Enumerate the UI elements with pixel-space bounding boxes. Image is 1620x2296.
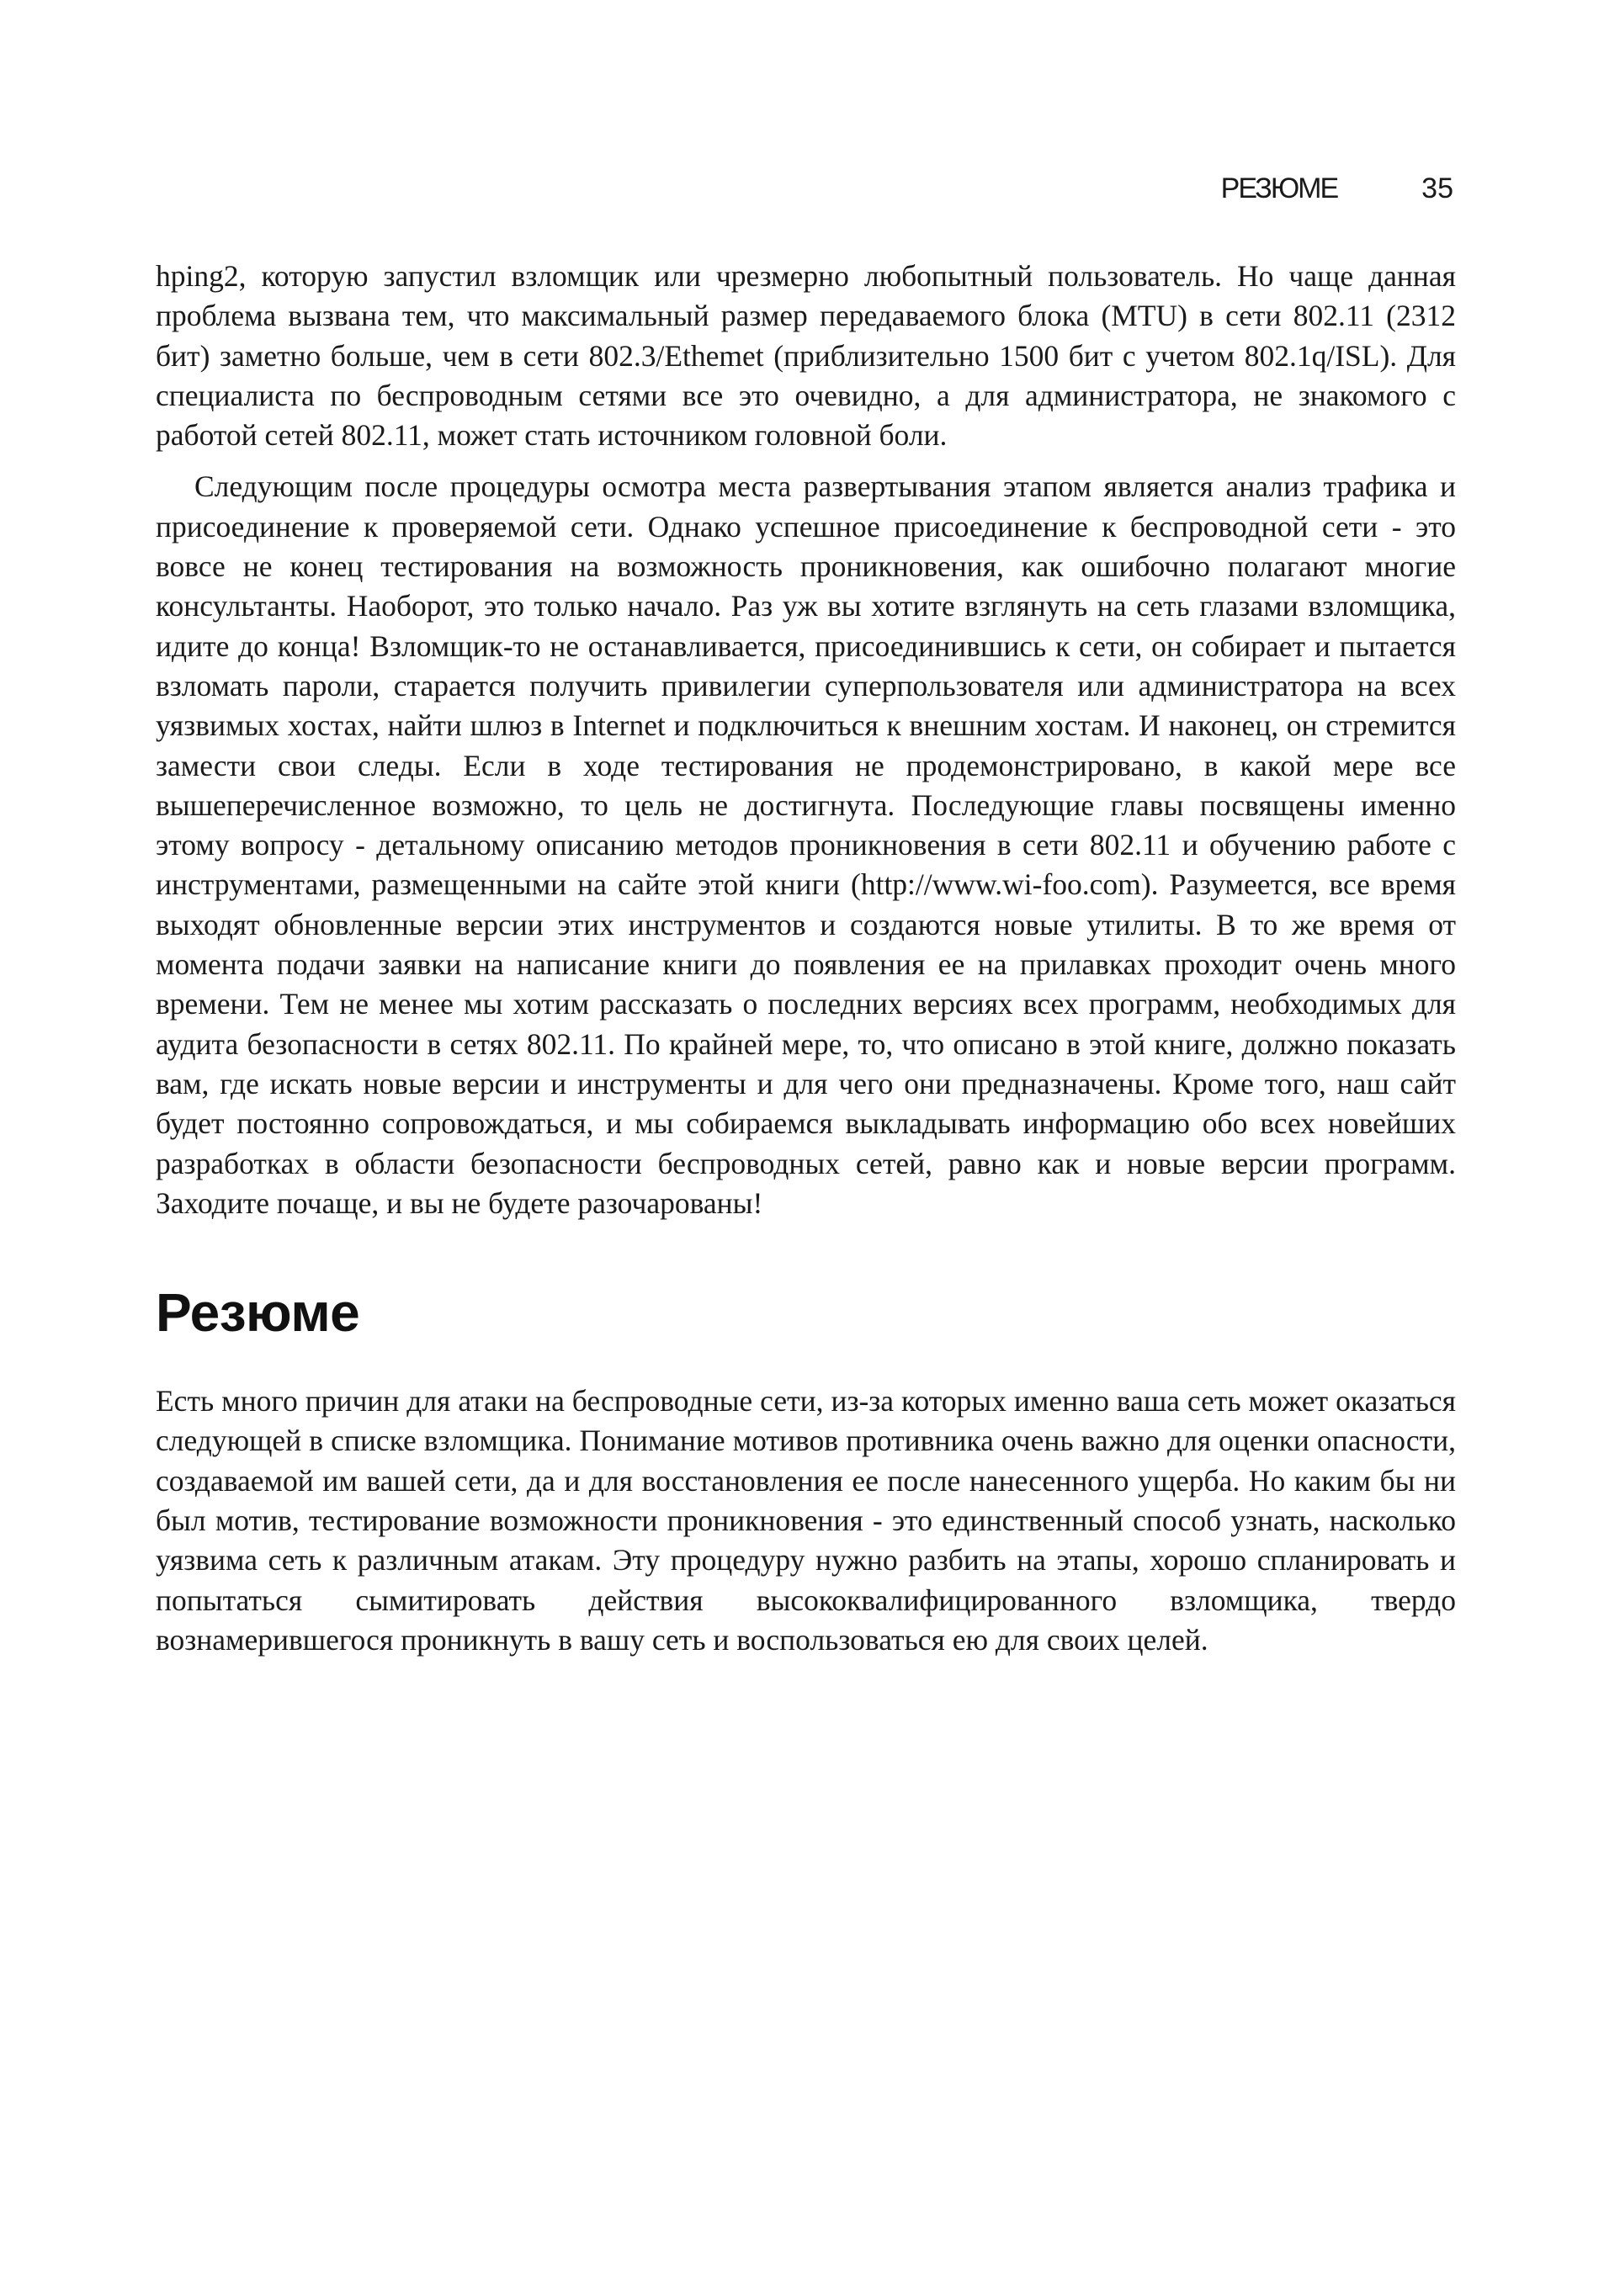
running-head-section: РЕЗЮМЕ bbox=[1220, 172, 1338, 204]
body-paragraph: Следующим после процедуры осмотра места развертывания этапом является анализ трафика и присоединение к проверяемой сети. Однако успешное присоединение к беспроводной сети - это вовсе не конец тестирования на возможность проникновения, как ошибочно полагают многие консультанты. Наоборот, это только начало. Раз уж вы хотите взглянуть на сеть глазами взломщика, идите до конца! Взломщик-то не останавливается, присоединившись к сети, он собирает и пытается взломать пароли, старается получить привилегии суперпользователя или администратора на всех уязвимых хостах, найти шлюз в Internet и подключиться к внешним хостам. И наконец, он стремится замести свои следы. Если в ходе тестирования не продемонстрировано, в какой мере все вышеперечисленное возможно, то цель не достигнута. Последующие главы посвящены именно этому вопросу - детальному описанию методов проникновения в сети 802.11 и обучению работе с инструментами, размещенными на сайте этой книги (http://www.wi-foo.com). Разумеется, все время выходят обновленные версии этих инструментов и создаются новые утилиты. В то же время от момента подачи заявки на написание книги до появления ее на прилавках проходит очень много времени. Тем не менее мы хотим рассказать о последних версиях всех программ, необходимых для аудита безопасности в сетях 802.11. По крайней мере, то, что описано в этой книге, должно показать вам, где искать новые версии и инструменты и для чего они предназначены. Кроме того, наш сайт будет постоянно сопровождаться, и мы собираемся выкладывать информацию обо всех новейших разработках в области безопасности беспроводных сетей, равно как и новые версии программ. Заходите почаще, и вы не будете разочарованы! bbox=[156, 469, 1456, 1220]
running-head bbox=[1221, 172, 1453, 205]
page-content bbox=[156, 257, 1456, 1660]
page-number: 35 bbox=[1421, 172, 1453, 204]
section-heading: Резюме bbox=[156, 1282, 360, 1344]
summary-paragraph: Есть много причин для атаки на беспроводные сети, из-за которых именно ваша сеть может оказаться следующей в списке взломщика. Понимание мотивов противника очень важно для оценки опасности, создаваемой им вашей сети, да и для восстановления ее после нанесенного ущерба. Но каким бы ни был мотив, тестирование возможности проникновения - это единственный способ узнать, насколько уязвима сеть к различным атакам. Эту процедуру нужно разбить на этапы, хорошо спланировать и попытаться сымитировать действия высококвалифицированного взломщика, твердо вознамерившегося проникнуть в вашу сеть и воспользоваться ею для своих целей. bbox=[156, 1384, 1456, 1657]
body-paragraph-continued: hping2, которую запустил взломщик или чрезмерно любопытный пользователь. Но чаще данная проблема вызвана тем, что максимальный размер передаваемого блока (MTU) в сети 802.11 (2312 бит) заметно больше, чем в сети 802.3/Ethemet (приблизительно 1500 бит с учетом 802.1q/ISL). Для специалиста по беспроводным сетями все это очевидно, а для администратора, не знакомого с работой сетей 802.11, может стать источником головной боли. bbox=[156, 259, 1456, 453]
